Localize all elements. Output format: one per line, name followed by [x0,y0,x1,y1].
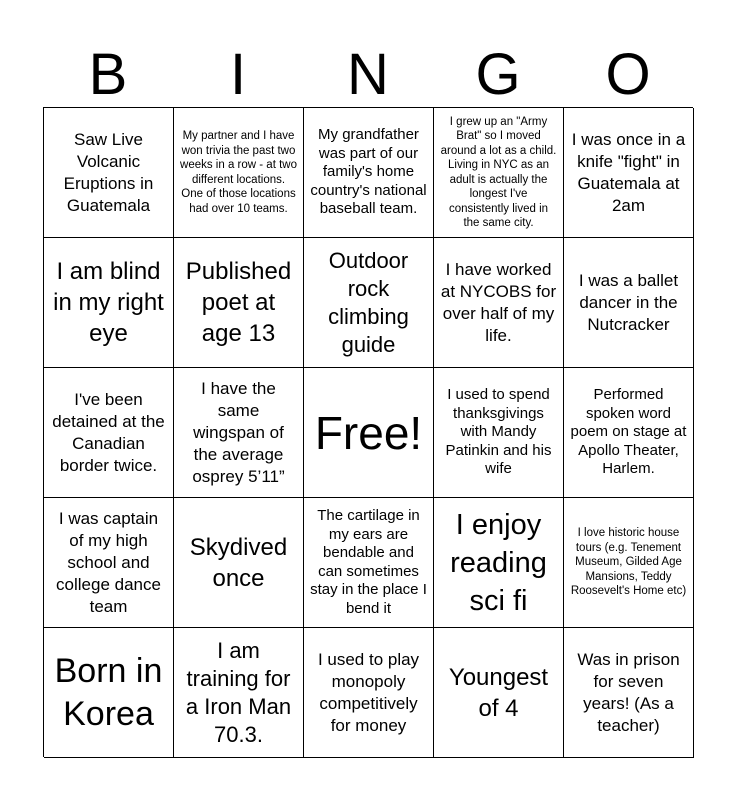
bingo-cell[interactable] [564,108,694,238]
bingo-cell[interactable] [304,108,434,238]
header-letter-b: B [88,42,128,107]
cell-text: Saw Live Volcanic Eruptions in Guatemala [63,129,154,215]
cell-text: I love historic house tours (e.g. Tenement Museum, Gilded Age Mansions, Teddy Roosevelt's Home etc) [570,527,687,598]
bingo-cell[interactable] [44,238,174,368]
cell-text: I have worked at NYCOBS for over half of my life. [440,259,557,345]
cell-text: I was once in a knife "fight" in Guatemala at 2am [571,129,686,215]
cell-text: Published poet at age 13 [185,258,292,347]
cell-text: Performed spoken word poem on stage at Apollo Theater, Harlem. [570,386,687,478]
bingo-cell[interactable] [44,628,174,758]
bingo-cell[interactable] [44,498,174,628]
bingo-cell[interactable] [174,368,304,498]
cell-text: I used to spend thanksgivings with Mandy Patinkin and his wife [445,386,552,478]
cell-text: I was a ballet dancer in the Nutcracker [578,270,679,334]
cell-text: Born in Korea [54,651,163,733]
bingo-cell[interactable] [434,498,564,628]
free-space-text: Free! [314,406,423,459]
cell-text: I am blind in my right eye [53,258,164,347]
bingo-cell[interactable] [304,238,434,368]
cell-text: I was captain of my high school and college dance team [56,508,161,616]
bingo-cell[interactable] [434,368,564,498]
bingo-cell[interactable] [174,628,304,758]
bingo-cell[interactable] [564,368,694,498]
bingo-cell[interactable] [174,108,304,238]
bingo-cell[interactable] [304,628,434,758]
cell-text: I am training for a Iron Man 70.3. [185,637,292,747]
bingo-cell[interactable] [304,498,434,628]
bingo-header [43,40,693,110]
cell-text: The cartilage in my ears are bendable and can sometimes stay in the place I bend it [310,507,427,617]
bingo-cell[interactable] [44,368,174,498]
bingo-cell[interactable] [564,238,694,368]
cell-text: My partner and I have won trivia the past two weeks in a row - at two different locations. One of those locations had over 10 teams. [180,130,297,215]
cell-text: I enjoy reading sci fi [450,508,547,617]
bingo-cell[interactable] [564,628,694,758]
cell-text: Was in prison for seven years! (As a teacher) [577,649,680,735]
cell-text: Outdoor rock climbing guide [328,247,409,357]
cell-text: I've been detained at the Canadian border twice. [52,389,165,475]
bingo-cell[interactable] [174,238,304,368]
bingo-grid [43,107,693,757]
bingo-cell[interactable] [434,238,564,368]
bingo-cell[interactable] [564,498,694,628]
cell-text: I grew up an "Army Brat" so I moved around a lot as a child. Living in NYC as an adult is actually the longest I've consistently lived in the same city. [440,115,557,229]
header-letter-o: O [605,42,651,107]
cell-text: I used to play monopoly competitively for money [317,649,420,735]
free-space-cell[interactable] [304,368,434,498]
bingo-cell[interactable] [434,108,564,238]
cell-text: My grandfather was part of our family's home country's national baseball team. [310,126,427,218]
cell-text: Skydived once [189,533,288,592]
bingo-cell[interactable] [174,498,304,628]
cell-text: I have the same wingspan of the average osprey 5’11” [192,378,285,486]
cell-text: Youngest of 4 [448,663,549,722]
bingo-cell[interactable] [44,108,174,238]
bingo-cell[interactable] [434,628,564,758]
header-letter-i: I [229,42,247,107]
header-letter-g: G [475,42,521,107]
header-letter-n: N [347,42,389,107]
